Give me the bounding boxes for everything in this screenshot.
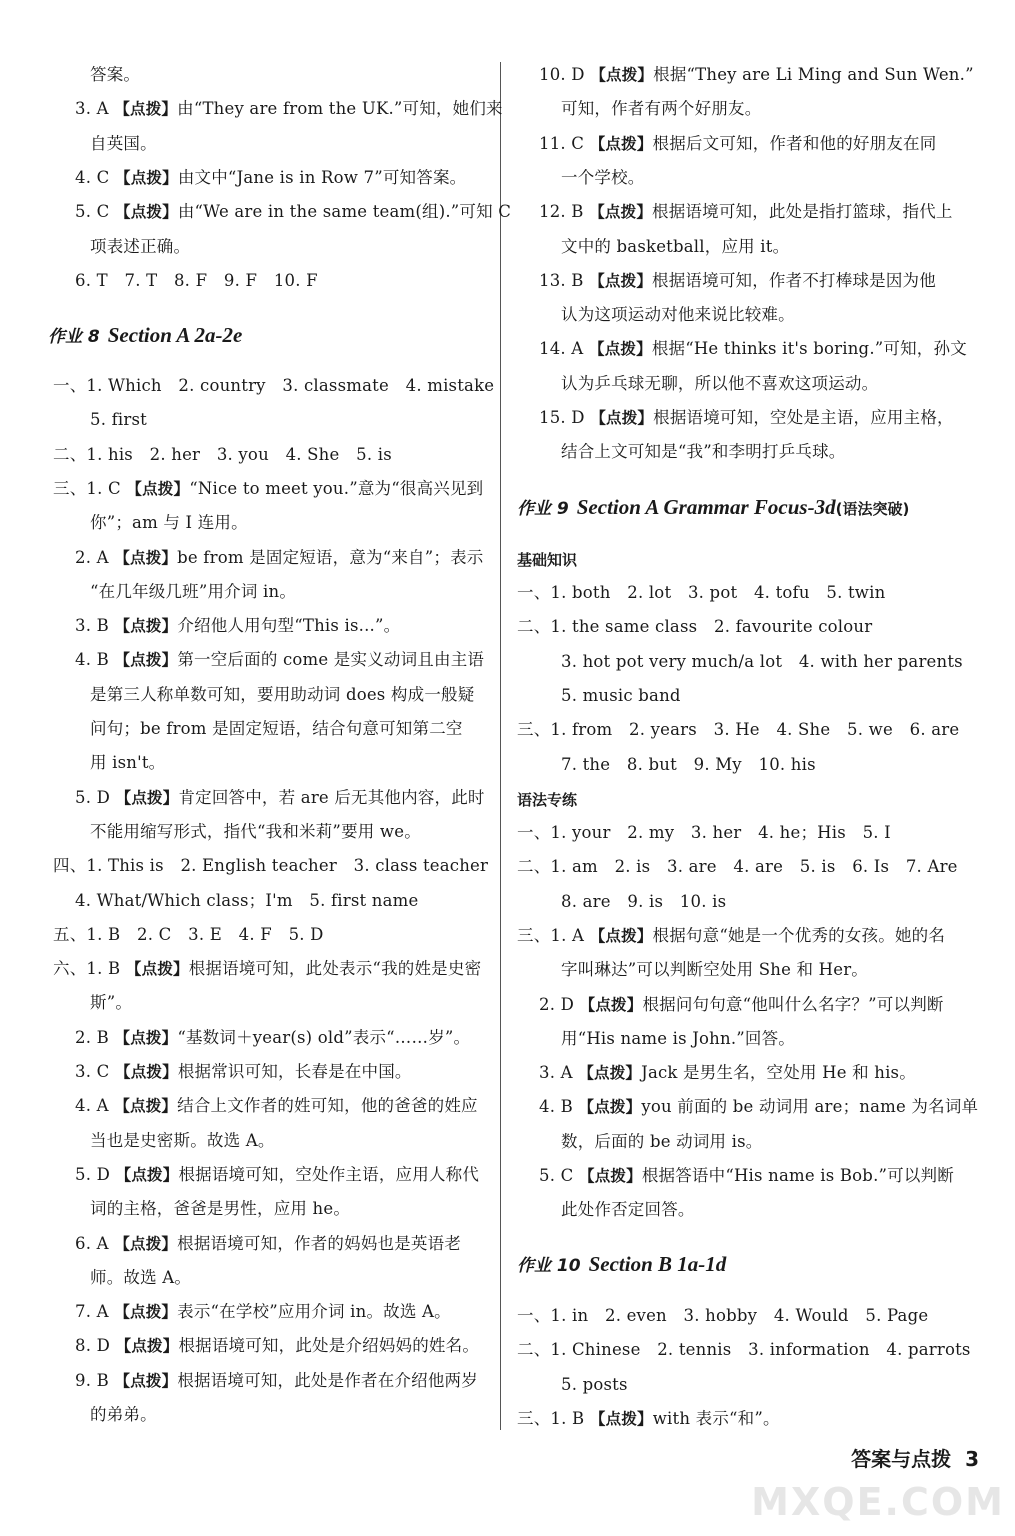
answer-line: [90, 64, 140, 86]
answer-explanation: 表示“在学校”应用介词 in。故选 A。: [177, 1302, 451, 1322]
answer-explanation: 第一空后面的 come 是实义动词且由主语: [177, 650, 485, 670]
answer-line: [75, 1095, 478, 1117]
answer-line: [539, 201, 953, 223]
answer-line: [517, 582, 885, 604]
footer-label: 答案与点拨: [851, 1447, 952, 1471]
answer-line: [561, 1199, 695, 1221]
answer-text: 文中的 basketball，应用 it。: [561, 236, 790, 256]
tip-label: 【点拨】: [108, 1028, 178, 1047]
answer-explanation: you 前面的 be 动词用 are；name 为名词单: [641, 1097, 979, 1117]
answer-line: [75, 270, 318, 292]
answer-line: [75, 1233, 461, 1255]
answer-text: 不能用缩写形式，指代“我和米莉”要用 we。: [90, 821, 421, 841]
answer-line: [517, 1408, 780, 1430]
answer-line: [75, 1027, 470, 1049]
answer-explanation: 根据后文可知，作者和他的好朋友在同: [652, 133, 937, 153]
tip-label: 【点拨】: [574, 995, 643, 1014]
answer-line: [90, 752, 165, 774]
answer-text: 5. first: [90, 410, 147, 430]
tip-label: 【点拨】: [108, 1371, 178, 1390]
answer-text: 3. hot pot very much/a lot 4. with her parents: [561, 651, 963, 671]
answer-text: 2. D: [539, 994, 575, 1014]
tip-label: 【点拨】: [108, 651, 178, 670]
answer-text: 你”；am 与 I 连用。: [90, 513, 248, 533]
answer-text: 5. music band: [561, 685, 681, 705]
answer-text: 4. B: [539, 1097, 573, 1117]
answer-explanation: 根据语境可知，此处表示“我的姓是史密: [188, 959, 482, 979]
answer-text: 7. A: [75, 1302, 109, 1322]
answer-text: 4. A: [75, 1096, 109, 1116]
answer-text: 可知，作者有两个好朋友。: [561, 99, 762, 119]
answer-line: [561, 167, 645, 189]
tip-label: 【点拨】: [583, 340, 652, 359]
answer-text: 4. C: [75, 167, 110, 187]
answer-text: 一个学校。: [561, 167, 645, 187]
answer-text: 是第三人称单数可知，要用助动词 does 构成一般疑: [90, 684, 475, 704]
answer-explanation: 根据语境可知，此处是介绍妈妈的姓名。: [178, 1336, 480, 1356]
answer-text: 三、1. A: [517, 925, 585, 945]
answer-line: [90, 236, 190, 258]
answer-line: [75, 547, 484, 569]
answer-line: [539, 270, 936, 292]
answer-line: [90, 684, 474, 706]
answer-text: 3. C: [75, 1062, 110, 1081]
section-heading: [517, 494, 909, 522]
tip-label: 【点拨】: [573, 1167, 642, 1185]
answer-text: 五、1. B 2. C 3. E 4. F 5. D: [53, 924, 324, 944]
answer-line: [75, 167, 466, 189]
section-heading: [517, 1251, 726, 1279]
tip-label: 【点拨】: [120, 479, 190, 498]
tip-label: 【点拨】: [109, 1063, 178, 1081]
answer-text: 斯”。: [90, 993, 133, 1013]
answer-line: [539, 64, 974, 86]
answer-line: [561, 754, 816, 776]
answer-text: 14. A: [539, 339, 584, 359]
answer-explanation: “Nice to meet you.”意为“很高兴见到: [189, 478, 484, 498]
answer-line: [75, 1061, 412, 1083]
answer-text: 认为乒乓球无聊，所以他不喜欢这项运动。: [561, 373, 879, 393]
tip-label: 【点拨】: [583, 203, 653, 222]
answer-text: 问句；be from 是固定短语，结合句意可知第二空: [90, 719, 463, 738]
answer-line: [517, 856, 958, 878]
answer-line: [517, 822, 891, 844]
answer-line: [90, 409, 147, 431]
tip-label: 【点拨】: [109, 203, 178, 222]
answer-line: [53, 855, 488, 877]
answer-line: [539, 1096, 978, 1118]
answer-text: 3. B: [75, 616, 109, 636]
answer-text: 数，后面的 be 动词用 is。: [561, 1131, 763, 1151]
answer-line: [561, 304, 795, 326]
answer-line: [539, 407, 954, 429]
answer-text: 自英国。: [90, 133, 157, 153]
answer-line: [561, 651, 963, 673]
answer-explanation: 根据语境可知，此处是指打篮球，指代上: [652, 202, 953, 222]
tip-label: 【点拨】: [584, 66, 654, 84]
answer-line: [90, 718, 463, 740]
answer-text: 二、1. am 2. is 3. are 4. are 5. is 6. Is 7. Are: [517, 857, 958, 877]
answer-explanation: 根据“They are Li Ming and Sun Wen.”: [653, 65, 974, 84]
answer-line: [561, 891, 726, 913]
answer-text: 10. D: [539, 65, 585, 84]
answer-text: 5. D: [75, 787, 111, 807]
answer-text: 13. B: [539, 270, 584, 290]
answer-line: [90, 992, 132, 1014]
answer-explanation: 根据问句句意“他叫什么名字？”可以判断: [642, 994, 944, 1014]
heading-note: (语法突破): [835, 500, 910, 518]
answer-line: [561, 236, 789, 258]
answer-text: 四、1. This is 2. English teacher 3. class teacher: [53, 856, 489, 876]
tip-label: 【点拨】: [108, 100, 178, 119]
heading-work-number: 作业 10: [517, 1256, 581, 1276]
answer-line: [539, 1062, 916, 1084]
answer-text: 用“His name is John.”回答。: [561, 1028, 796, 1048]
tip-label: 【点拨】: [584, 1409, 653, 1428]
answer-line: [561, 98, 761, 120]
tip-label: 【点拨】: [584, 926, 653, 945]
answer-text: “在几年级几班”用介词 in。: [90, 581, 297, 601]
answer-explanation: 由“We are in the same team(组).”可知 C: [177, 202, 512, 222]
heading-work-number: 作业 9: [517, 499, 569, 519]
tip-label: 【点拨】: [109, 168, 178, 187]
answer-text: 4. What/Which class；I'm 5. first name: [75, 890, 419, 910]
answer-text: 师。故选 A。: [90, 1267, 192, 1287]
answer-line: [561, 441, 845, 463]
answer-text: 一、1. your 2. my 3. her 4. he；His 5. I: [517, 823, 891, 842]
answer-text: 12. B: [539, 202, 584, 222]
answer-line: [90, 1198, 350, 1220]
answer-explanation: 根据语境可知，此处是作者在介绍他两岁: [177, 1370, 478, 1390]
answer-explanation: 根据答语中“His name is Bob.”可以判断: [641, 1166, 954, 1185]
answer-text: 6. A: [75, 1233, 109, 1253]
answer-line: [561, 959, 868, 981]
answer-explanation: 根据语境可知，空处作主语，应用人称代: [178, 1164, 480, 1184]
section-heading: [48, 322, 242, 350]
tip-label: 【点拨】: [108, 1303, 178, 1322]
answer-line: [90, 133, 157, 155]
answer-line: [75, 890, 418, 912]
answer-explanation: 由文中“Jane is in Row 7”可知答案。: [177, 167, 467, 187]
heading-title: Section B 1a-1d: [588, 1252, 727, 1276]
tip-label: 【点拨】: [584, 409, 654, 427]
answer-text: 2. B: [75, 1027, 109, 1047]
answer-explanation: 结合上文作者的姓可知，他的爸爸的姓应: [177, 1096, 478, 1116]
heading-title: Section A 2a-2e: [107, 323, 243, 347]
tip-label: 【点拨】: [108, 548, 178, 567]
answer-explanation: Jack 是男生名，空处用 He 和 his。: [641, 1063, 916, 1083]
answer-line: [517, 1305, 928, 1327]
answer-text: 项表述正确。: [90, 236, 191, 256]
answer-line: [90, 581, 296, 603]
heading-work-number: 作业 8: [48, 327, 100, 347]
answer-text: 4. B: [75, 650, 109, 670]
answer-explanation: 根据语境可知，空处是主语，应用主格，: [653, 408, 954, 427]
answer-text: 8. are 9. is 10. is: [561, 891, 727, 911]
answer-line: [561, 1374, 628, 1396]
answer-line: [75, 1164, 479, 1186]
answer-explanation: “基数词＋year(s) old”表示“……岁”。: [177, 1027, 471, 1047]
page-number: 3: [965, 1447, 979, 1471]
answer-text: 15. D: [539, 408, 585, 427]
answer-line: [75, 98, 503, 120]
answer-line: [75, 1301, 451, 1323]
tip-label: 【点拨】: [572, 1064, 642, 1083]
tip-label: 【点拨】: [108, 1097, 178, 1116]
answer-text: 二、1. his 2. her 3. you 4. She 5. is: [53, 444, 392, 464]
answer-text: 11. C: [539, 133, 585, 153]
answer-text: 7. the 8. but 9. My 10. his: [561, 754, 816, 774]
answer-line: [53, 375, 494, 397]
answer-line: [53, 924, 324, 946]
watermark: MXQE.COM: [751, 1480, 1005, 1524]
answer-text: 2. A: [75, 547, 109, 567]
answer-line: [561, 1028, 795, 1050]
answer-text: 的弟弟。: [90, 1405, 157, 1424]
answer-line: [539, 994, 944, 1016]
answer-text: 词的主格，爸爸是男性，应用 he。: [90, 1199, 351, 1219]
answer-line: [90, 1130, 275, 1152]
answer-text: 答案。: [90, 65, 141, 84]
answer-text: 三、1. from 2. years 3. He 4. She 5. we 6. are: [517, 720, 960, 740]
answer-text: 三、1. C: [53, 478, 121, 498]
answer-text: 二、1. Chinese 2. tennis 3. information 4. parrots: [517, 1340, 971, 1360]
answer-line: [517, 719, 959, 741]
answer-explanation: 根据“He thinks it's boring.”可知，孙文: [651, 339, 967, 359]
answer-line: [90, 512, 248, 534]
answer-line: [75, 787, 485, 809]
answer-text: 当也是史密斯。故选 A。: [90, 1130, 275, 1150]
answer-line: [539, 133, 936, 155]
answer-explanation: 肯定回答中，若 are 后无其他内容，此时: [178, 787, 485, 807]
answer-line: [75, 649, 484, 671]
answer-text: 9. B: [75, 1370, 109, 1390]
tip-label: 【点拨】: [110, 1337, 179, 1356]
answer-text: 字叫琳达”可以判断空处用 She 和 Her。: [561, 960, 869, 980]
answer-text: 一、1. both 2. lot 3. pot 4. tofu 5. twin: [517, 583, 886, 602]
tip-label: 【点拨】: [120, 960, 189, 979]
tip-label: 【点拨】: [110, 1165, 179, 1184]
tip-label: 【点拨】: [584, 134, 653, 153]
answer-text: 结合上文可知是“我”和李明打乒乓球。: [561, 442, 846, 462]
answer-line: [517, 1339, 971, 1361]
answer-text: 一、1. Which 2. country 3. classmate 4. mistake: [53, 376, 495, 395]
answer-text: 6. T 7. T 8. F 9. F 10. F: [75, 270, 318, 290]
subsection-heading: 基础知识: [517, 551, 578, 569]
answer-text: 二、1. the same class 2. favourite colour: [517, 617, 873, 637]
answer-explanation: be from 是固定短语，意为“来自”；表示: [177, 547, 484, 567]
answer-text: 3. A: [75, 99, 109, 119]
answer-line: [53, 958, 481, 980]
answer-text: 5. C: [539, 1166, 574, 1185]
page-footer: [851, 1443, 979, 1472]
answer-line: [561, 685, 681, 707]
answer-line: [75, 1335, 479, 1357]
tip-label: 【点拨】: [572, 1098, 642, 1117]
answer-line: [561, 373, 878, 395]
answer-text: 此处作否定回答。: [561, 1200, 695, 1220]
answer-explanation: 根据常识可知，长春是在中国。: [177, 1062, 412, 1081]
answer-line: [53, 478, 483, 500]
tip-label: 【点拨】: [110, 788, 179, 807]
column-divider: [500, 62, 501, 1430]
answer-line: [90, 1404, 157, 1426]
tip-label: 【点拨】: [583, 271, 653, 290]
answer-explanation: 根据句意“她是一个优秀的女孩。她的名: [652, 925, 946, 945]
answer-line: [517, 616, 872, 638]
answer-line: [561, 1131, 763, 1153]
answer-explanation: 根据语境可知，作者不打棒球是因为他: [652, 270, 936, 290]
tip-label: 【点拨】: [108, 617, 178, 636]
heading-title: Section A Grammar Focus-3d: [576, 495, 836, 519]
answer-line: [53, 444, 392, 466]
answer-text: 六、1. B: [53, 959, 121, 979]
answer-text: 3. A: [539, 1063, 573, 1083]
answer-text: 认为这项运动对他来说比较难。: [561, 305, 795, 325]
answer-text: 5. posts: [561, 1374, 628, 1394]
answer-line: [75, 201, 511, 223]
answer-explanation: with 表示“和”。: [652, 1408, 780, 1428]
answer-text: 一、1. in 2. even 3. hobby 4. Would 5. Page: [517, 1306, 929, 1325]
answer-line: [517, 925, 945, 947]
tip-label: 【点拨】: [108, 1234, 178, 1253]
answer-line: [90, 1267, 191, 1289]
answer-line: [75, 1370, 478, 1392]
answer-line: [539, 338, 967, 360]
answer-text: 8. D: [75, 1336, 111, 1356]
answer-line: [90, 821, 421, 843]
answer-explanation: 介绍他人用句型“This is...”。: [177, 616, 401, 636]
answer-explanation: 由“They are from the UK.”可知，她们来: [177, 99, 503, 119]
answer-line: [539, 1165, 954, 1187]
subsection-heading: 语法专练: [517, 791, 578, 809]
answer-text: 5. D: [75, 1164, 111, 1184]
answer-explanation: 根据语境可知，作者的妈妈也是英语老: [177, 1233, 462, 1253]
answer-line: [75, 615, 400, 637]
answer-text: 5. C: [75, 202, 110, 222]
answer-text: 用 isn't。: [90, 753, 166, 773]
answer-text: 三、1. B: [517, 1408, 585, 1428]
